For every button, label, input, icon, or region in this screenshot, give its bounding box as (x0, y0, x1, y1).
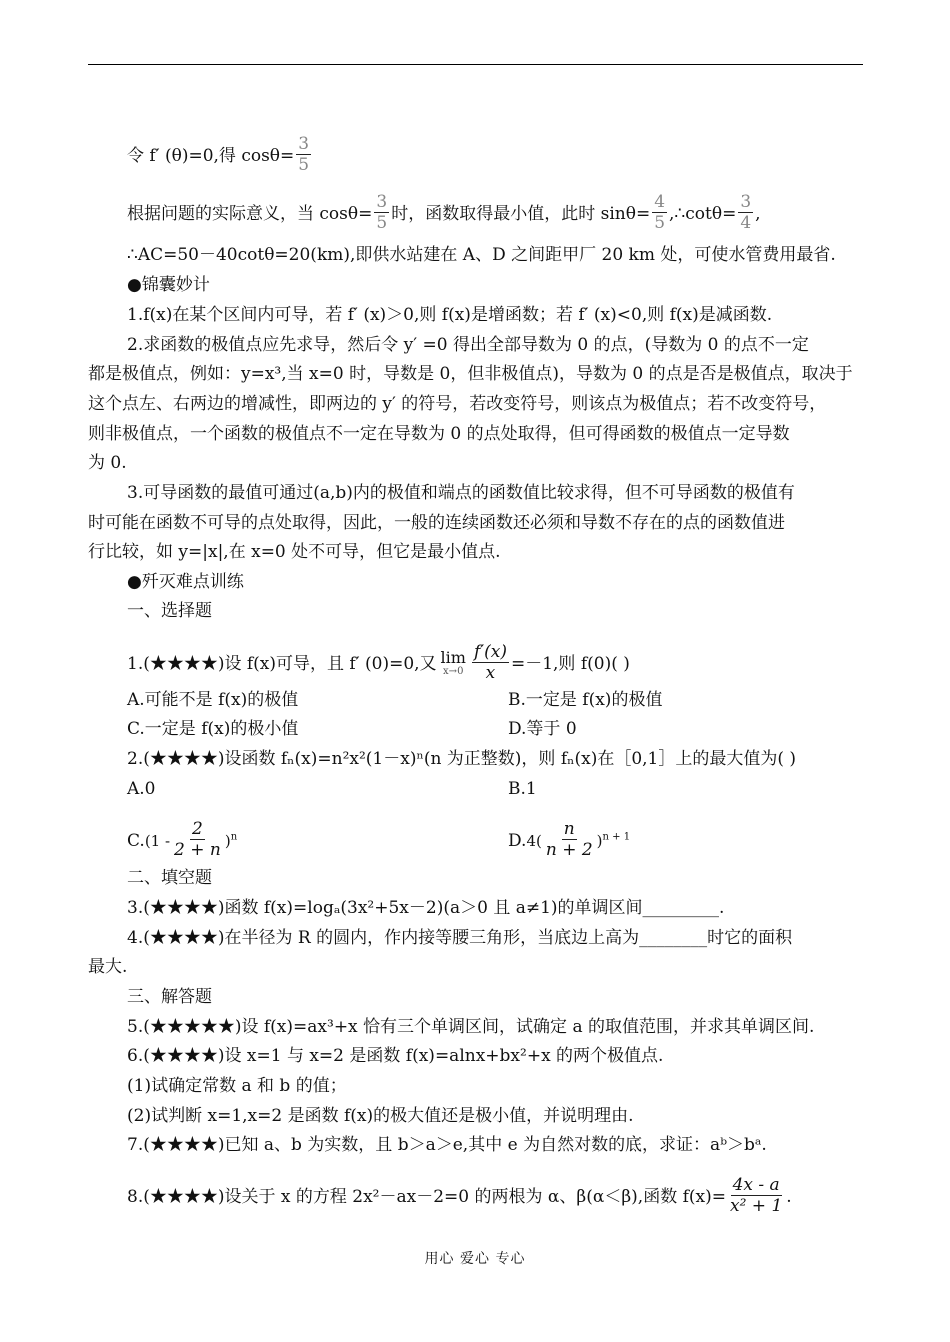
tip-1: 1.f(x)在某个区间内可导，若 f′ (x)＞0,则 f(x)是增函数；若 f′ (x)<0,则 f(x)是减函数. (127, 305, 773, 325)
line-min-value (127, 192, 761, 234)
question-3: 3.(★★★★)函数 f(x)=logₐ(3x²+5x－2)(a＞0 且 a≠1)的单调区间_________. (127, 898, 725, 918)
question-6-part-2: (2)试判断 x=1,x=2 是函数 f(x)的极大值还是极小值，并说明理由. (127, 1106, 634, 1126)
numerator: n (563, 819, 575, 839)
denominator: 2 + n (174, 840, 221, 860)
text: ) (224, 832, 231, 850)
text: 1.(★★★★)设 f(x)可导，且 f′ (0)=0,又 (127, 654, 437, 674)
denominator: 4 (740, 213, 752, 233)
question-8 (127, 1175, 792, 1217)
denominator: n + 2 (545, 840, 593, 860)
text: , (755, 204, 761, 224)
tip-3-line-3: 行比较，如 y=|x|,在 x=0 处不可导，但它是最小值点. (88, 542, 501, 562)
heading-exercises: ●歼灭难点训练 (127, 572, 244, 592)
text: 8.(★★★★)设关于 x 的方程 2x²－ax－2=0 的两根为 α、β(α＜β),函数 f(x)= (127, 1187, 726, 1207)
fraction (738, 193, 753, 232)
limit-subscript: x→0 (443, 665, 464, 677)
fraction (544, 820, 595, 859)
q1-option-c: C.一定是 f(x)的极小值 (127, 719, 299, 739)
question-6: 6.(★★★★)设 x=1 与 x=2 是函数 f(x)=alnx+bx²+x 的两个极值点. (127, 1046, 664, 1066)
numerator: 2 (192, 819, 203, 839)
fraction (472, 643, 509, 682)
text: 4( (526, 832, 542, 850)
limit (440, 647, 466, 679)
denominator: x (485, 663, 496, 683)
page-footer: 用心 爱心 专心 (424, 1251, 526, 1267)
section-fill: 二、填空题 (127, 868, 212, 888)
question-4-line-2: 最大. (88, 957, 128, 977)
tip-2-line-3: 这个点左、右两边的增减性，即两边的 y′ 的符号，若改变符号，则该点为极值点；若不改变符号， (88, 394, 827, 414)
text: 时，函数取得最小值，此时 sinθ= (391, 204, 651, 224)
q2-option-b: B.1 (508, 779, 537, 799)
text: . (786, 1187, 792, 1207)
text: 根据问题的实际意义，当 cosθ= (127, 204, 373, 224)
question-4-line-1: 4.(★★★★)在半径为 R 的圆内，作内接等腰三角形，当底边上高为________时它的面积 (127, 928, 793, 948)
q1-option-a: A.可能不是 f(x)的极值 (127, 690, 299, 710)
line-conclusion: ∴AC=50－40cotθ=20(km),即供水站建在 A、D 之间距甲厂 20 km 处，可使水管费用最省. (127, 245, 836, 265)
numerator: 3 (298, 134, 310, 154)
text: C. (127, 831, 145, 851)
limit-word: lim (440, 647, 466, 667)
question-7: 7.(★★★★)已知 a、b 为实数，且 b＞a＞e,其中 e 为自然对数的底，求证：aᵇ＞bᵃ. (127, 1135, 767, 1155)
text: ,∴cotθ= (669, 204, 737, 224)
header-rule (88, 64, 863, 65)
denominator: 5 (298, 155, 310, 175)
exponent: n (230, 831, 238, 843)
q2-option-c (127, 819, 238, 861)
text: 令 f′ (θ)=0,得 cosθ= (127, 146, 295, 166)
text: D. (508, 831, 527, 851)
denominator: 5 (376, 213, 388, 233)
question-5: 5.(★★★★★)设 f(x)=ax³+x 恰有三个单调区间，试确定 a 的取值范围，并求其单调区间. (127, 1017, 815, 1037)
q1-option-b: B.一定是 f(x)的极值 (508, 690, 663, 710)
tip-3-line-1: 3.可导函数的最值可通过(a,b)内的极值和端点的函数值比较求得，但不可导函数的极值有 (127, 483, 795, 503)
tip-2-line-1: 2.求函数的极值点应先求导，然后令 y′ =0 得出全部导数为 0 的点，(导数为 0 的点不一定 (127, 335, 809, 355)
exponent: n + 1 (602, 831, 631, 843)
denominator: x² + 1 (729, 1196, 783, 1216)
text: ) (596, 832, 603, 850)
tip-2-line-4: 则非极值点，一个函数的极值点不一定在导数为 0 的点处取得，但可得函数的极值点一定导数 (88, 424, 790, 444)
tip-2-line-5: 为 0. (88, 453, 127, 473)
fraction (172, 820, 223, 859)
section-answer: 三、解答题 (127, 987, 212, 1007)
section-choice: 一、选择题 (127, 601, 212, 621)
question-2: 2.(★★★★)设函数 fₙ(x)=n²x²(1－x)ⁿ(n 为正整数)，则 fₙ(x)在［0,1］上的最大值为( ) (127, 749, 797, 769)
q2-option-a: A.0 (127, 779, 156, 799)
numerator: 4 (654, 192, 666, 212)
numerator: f′(x) (473, 642, 507, 662)
numerator: 3 (376, 192, 388, 212)
q2-option-d (508, 819, 631, 861)
question-6-part-1: (1)试确定常数 a 和 b 的值； (127, 1076, 347, 1096)
tip-3-line-2: 时可能在函数不可导的点处取得，因此，一般的连续函数还必须和导数不存在的点的函数值进 (88, 513, 785, 533)
fraction (374, 193, 389, 232)
fraction (728, 1176, 784, 1215)
text: =－1,则 f(0)( ) (510, 654, 630, 674)
fraction (296, 135, 311, 174)
numerator: 3 (740, 192, 752, 212)
fraction (652, 193, 667, 232)
tip-2-line-2: 都是极值点，例如：y=x³,当 x=0 时，导数是 0，但非极值点)，导数为 0 的点是否是极值点，取决于 (88, 364, 853, 384)
numerator: 4x - a (732, 1175, 780, 1195)
question-1 (127, 642, 630, 684)
heading-tips: ●锦囊妙计 (127, 275, 210, 295)
denominator: 5 (654, 213, 666, 233)
text: (1 - (144, 832, 171, 850)
line-set-derivative (127, 134, 313, 176)
q1-option-d: D.等于 0 (508, 719, 577, 739)
